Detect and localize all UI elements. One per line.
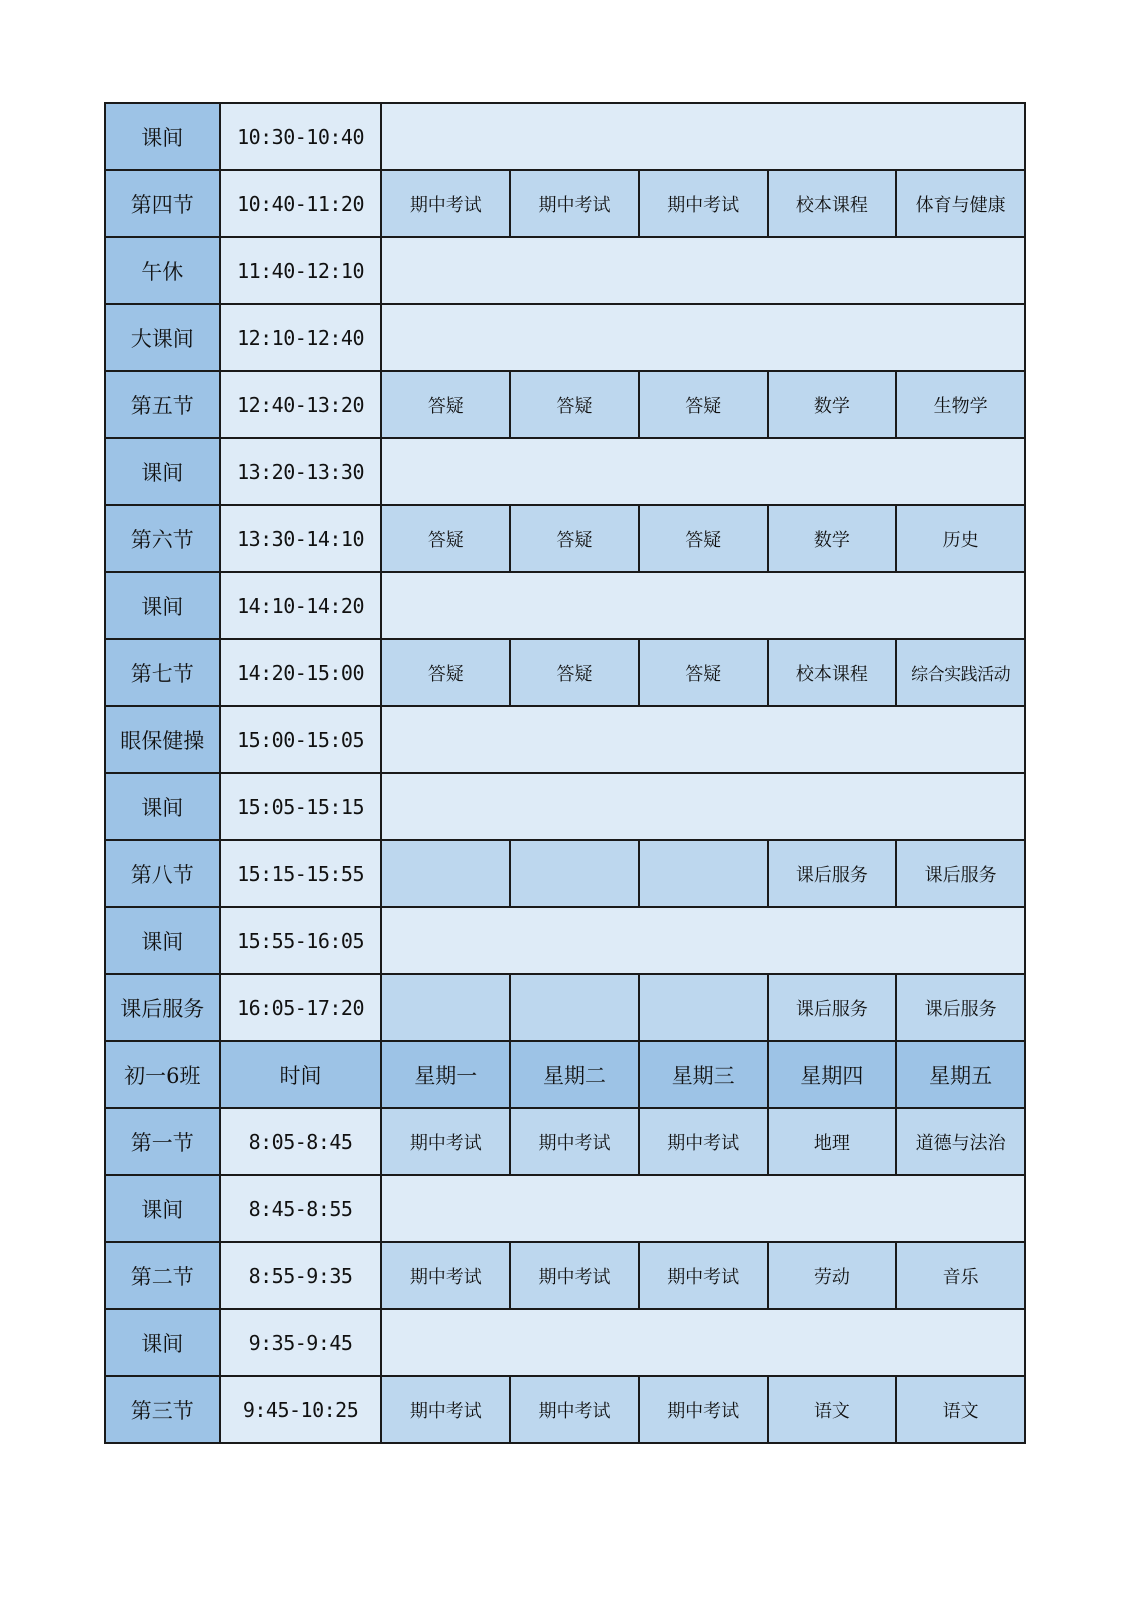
break-row [105,907,1025,974]
course-cell: 期中考试 [510,170,639,237]
course-cell: 语文 [768,1376,897,1443]
course-cell: 历史 [896,505,1025,572]
period-label: 课间 [105,103,220,170]
period-label: 课后服务 [105,974,220,1041]
course-cell: 音乐 [896,1242,1025,1309]
time-header: 时间 [220,1041,382,1108]
period-time: 15:55-16:05 [220,907,382,974]
course-cell: 课后服务 [896,840,1025,907]
break-span [381,706,1025,773]
day-header: 星期四 [768,1041,897,1108]
course-cell: 答疑 [510,371,639,438]
course-cell: 期中考试 [510,1108,639,1175]
period-time: 15:00-15:05 [220,706,382,773]
break-row [105,304,1025,371]
break-span [381,572,1025,639]
course-cell [381,974,510,1041]
course-cell: 数学 [768,505,897,572]
period-time: 9:35-9:45 [220,1309,382,1376]
lesson-row [105,840,1025,907]
day-header: 星期三 [639,1041,768,1108]
period-time: 13:30-14:10 [220,505,382,572]
day-header: 星期五 [896,1041,1025,1108]
course-cell: 课后服务 [896,974,1025,1041]
period-time: 13:20-13:30 [220,438,382,505]
period-time: 9:45-10:25 [220,1376,382,1443]
course-cell: 期中考试 [639,1242,768,1309]
period-label: 第八节 [105,840,220,907]
course-cell: 课后服务 [768,840,897,907]
period-label: 第三节 [105,1376,220,1443]
break-row [105,237,1025,304]
break-row [105,1309,1025,1376]
course-cell: 期中考试 [510,1242,639,1309]
period-time: 10:40-11:20 [220,170,382,237]
lesson-row [105,1242,1025,1309]
period-label: 第五节 [105,371,220,438]
period-label: 大课间 [105,304,220,371]
period-label: 课间 [105,438,220,505]
break-span [381,773,1025,840]
lesson-row [105,170,1025,237]
course-cell: 期中考试 [381,1108,510,1175]
course-cell: 答疑 [639,639,768,706]
break-span [381,304,1025,371]
course-cell [639,974,768,1041]
course-cell [381,840,510,907]
course-cell: 课后服务 [768,974,897,1041]
period-time: 8:55-9:35 [220,1242,382,1309]
period-label: 第四节 [105,170,220,237]
period-label: 课间 [105,1309,220,1376]
course-cell: 校本课程 [768,170,897,237]
course-cell: 语文 [896,1376,1025,1443]
period-time: 15:05-15:15 [220,773,382,840]
course-cell [510,974,639,1041]
day-header: 星期二 [510,1041,639,1108]
period-label: 课间 [105,907,220,974]
period-time: 14:10-14:20 [220,572,382,639]
course-cell: 体育与健康 [896,170,1025,237]
course-cell: 综合实践活动 [896,639,1025,706]
period-time: 15:15-15:55 [220,840,382,907]
period-time: 8:05-8:45 [220,1108,382,1175]
schedule-table [104,102,1026,1444]
course-cell: 期中考试 [381,1242,510,1309]
period-label: 第一节 [105,1108,220,1175]
period-time: 16:05-17:20 [220,974,382,1041]
course-cell: 答疑 [381,639,510,706]
course-cell: 劳动 [768,1242,897,1309]
course-cell: 期中考试 [381,1376,510,1443]
class-header-row [105,1041,1025,1108]
course-cell: 校本课程 [768,639,897,706]
schedule-body [105,103,1025,1443]
period-label: 第六节 [105,505,220,572]
course-cell: 答疑 [510,639,639,706]
course-cell: 生物学 [896,371,1025,438]
period-label: 课间 [105,1175,220,1242]
period-label: 午休 [105,237,220,304]
course-cell: 期中考试 [381,170,510,237]
period-time: 12:40-13:20 [220,371,382,438]
course-cell: 答疑 [639,505,768,572]
period-label: 第二节 [105,1242,220,1309]
break-row [105,438,1025,505]
course-cell [639,840,768,907]
period-label: 第七节 [105,639,220,706]
course-cell: 答疑 [381,371,510,438]
course-cell: 期中考试 [510,1376,639,1443]
break-row [105,1175,1025,1242]
lesson-row [105,1108,1025,1175]
period-time: 11:40-12:10 [220,237,382,304]
course-cell: 答疑 [381,505,510,572]
break-span [381,907,1025,974]
period-label: 眼保健操 [105,706,220,773]
lesson-row [105,639,1025,706]
period-label: 课间 [105,572,220,639]
lesson-row [105,371,1025,438]
course-cell: 地理 [768,1108,897,1175]
period-time: 10:30-10:40 [220,103,382,170]
course-cell: 道德与法治 [896,1108,1025,1175]
lesson-row [105,505,1025,572]
course-cell: 期中考试 [639,170,768,237]
course-cell: 期中考试 [639,1376,768,1443]
lesson-row [105,1376,1025,1443]
class-name: 初一6班 [105,1041,220,1108]
course-cell: 答疑 [639,371,768,438]
course-cell: 期中考试 [639,1108,768,1175]
break-span [381,438,1025,505]
course-cell [510,840,639,907]
lesson-row [105,974,1025,1041]
course-cell: 答疑 [510,505,639,572]
break-span [381,103,1025,170]
period-time: 14:20-15:00 [220,639,382,706]
break-row [105,103,1025,170]
break-row [105,773,1025,840]
break-row [105,706,1025,773]
period-label: 课间 [105,773,220,840]
day-header: 星期一 [381,1041,510,1108]
period-time: 12:10-12:40 [220,304,382,371]
period-time: 8:45-8:55 [220,1175,382,1242]
break-span [381,1175,1025,1242]
break-span [381,1309,1025,1376]
break-span [381,237,1025,304]
break-row [105,572,1025,639]
course-cell: 数学 [768,371,897,438]
